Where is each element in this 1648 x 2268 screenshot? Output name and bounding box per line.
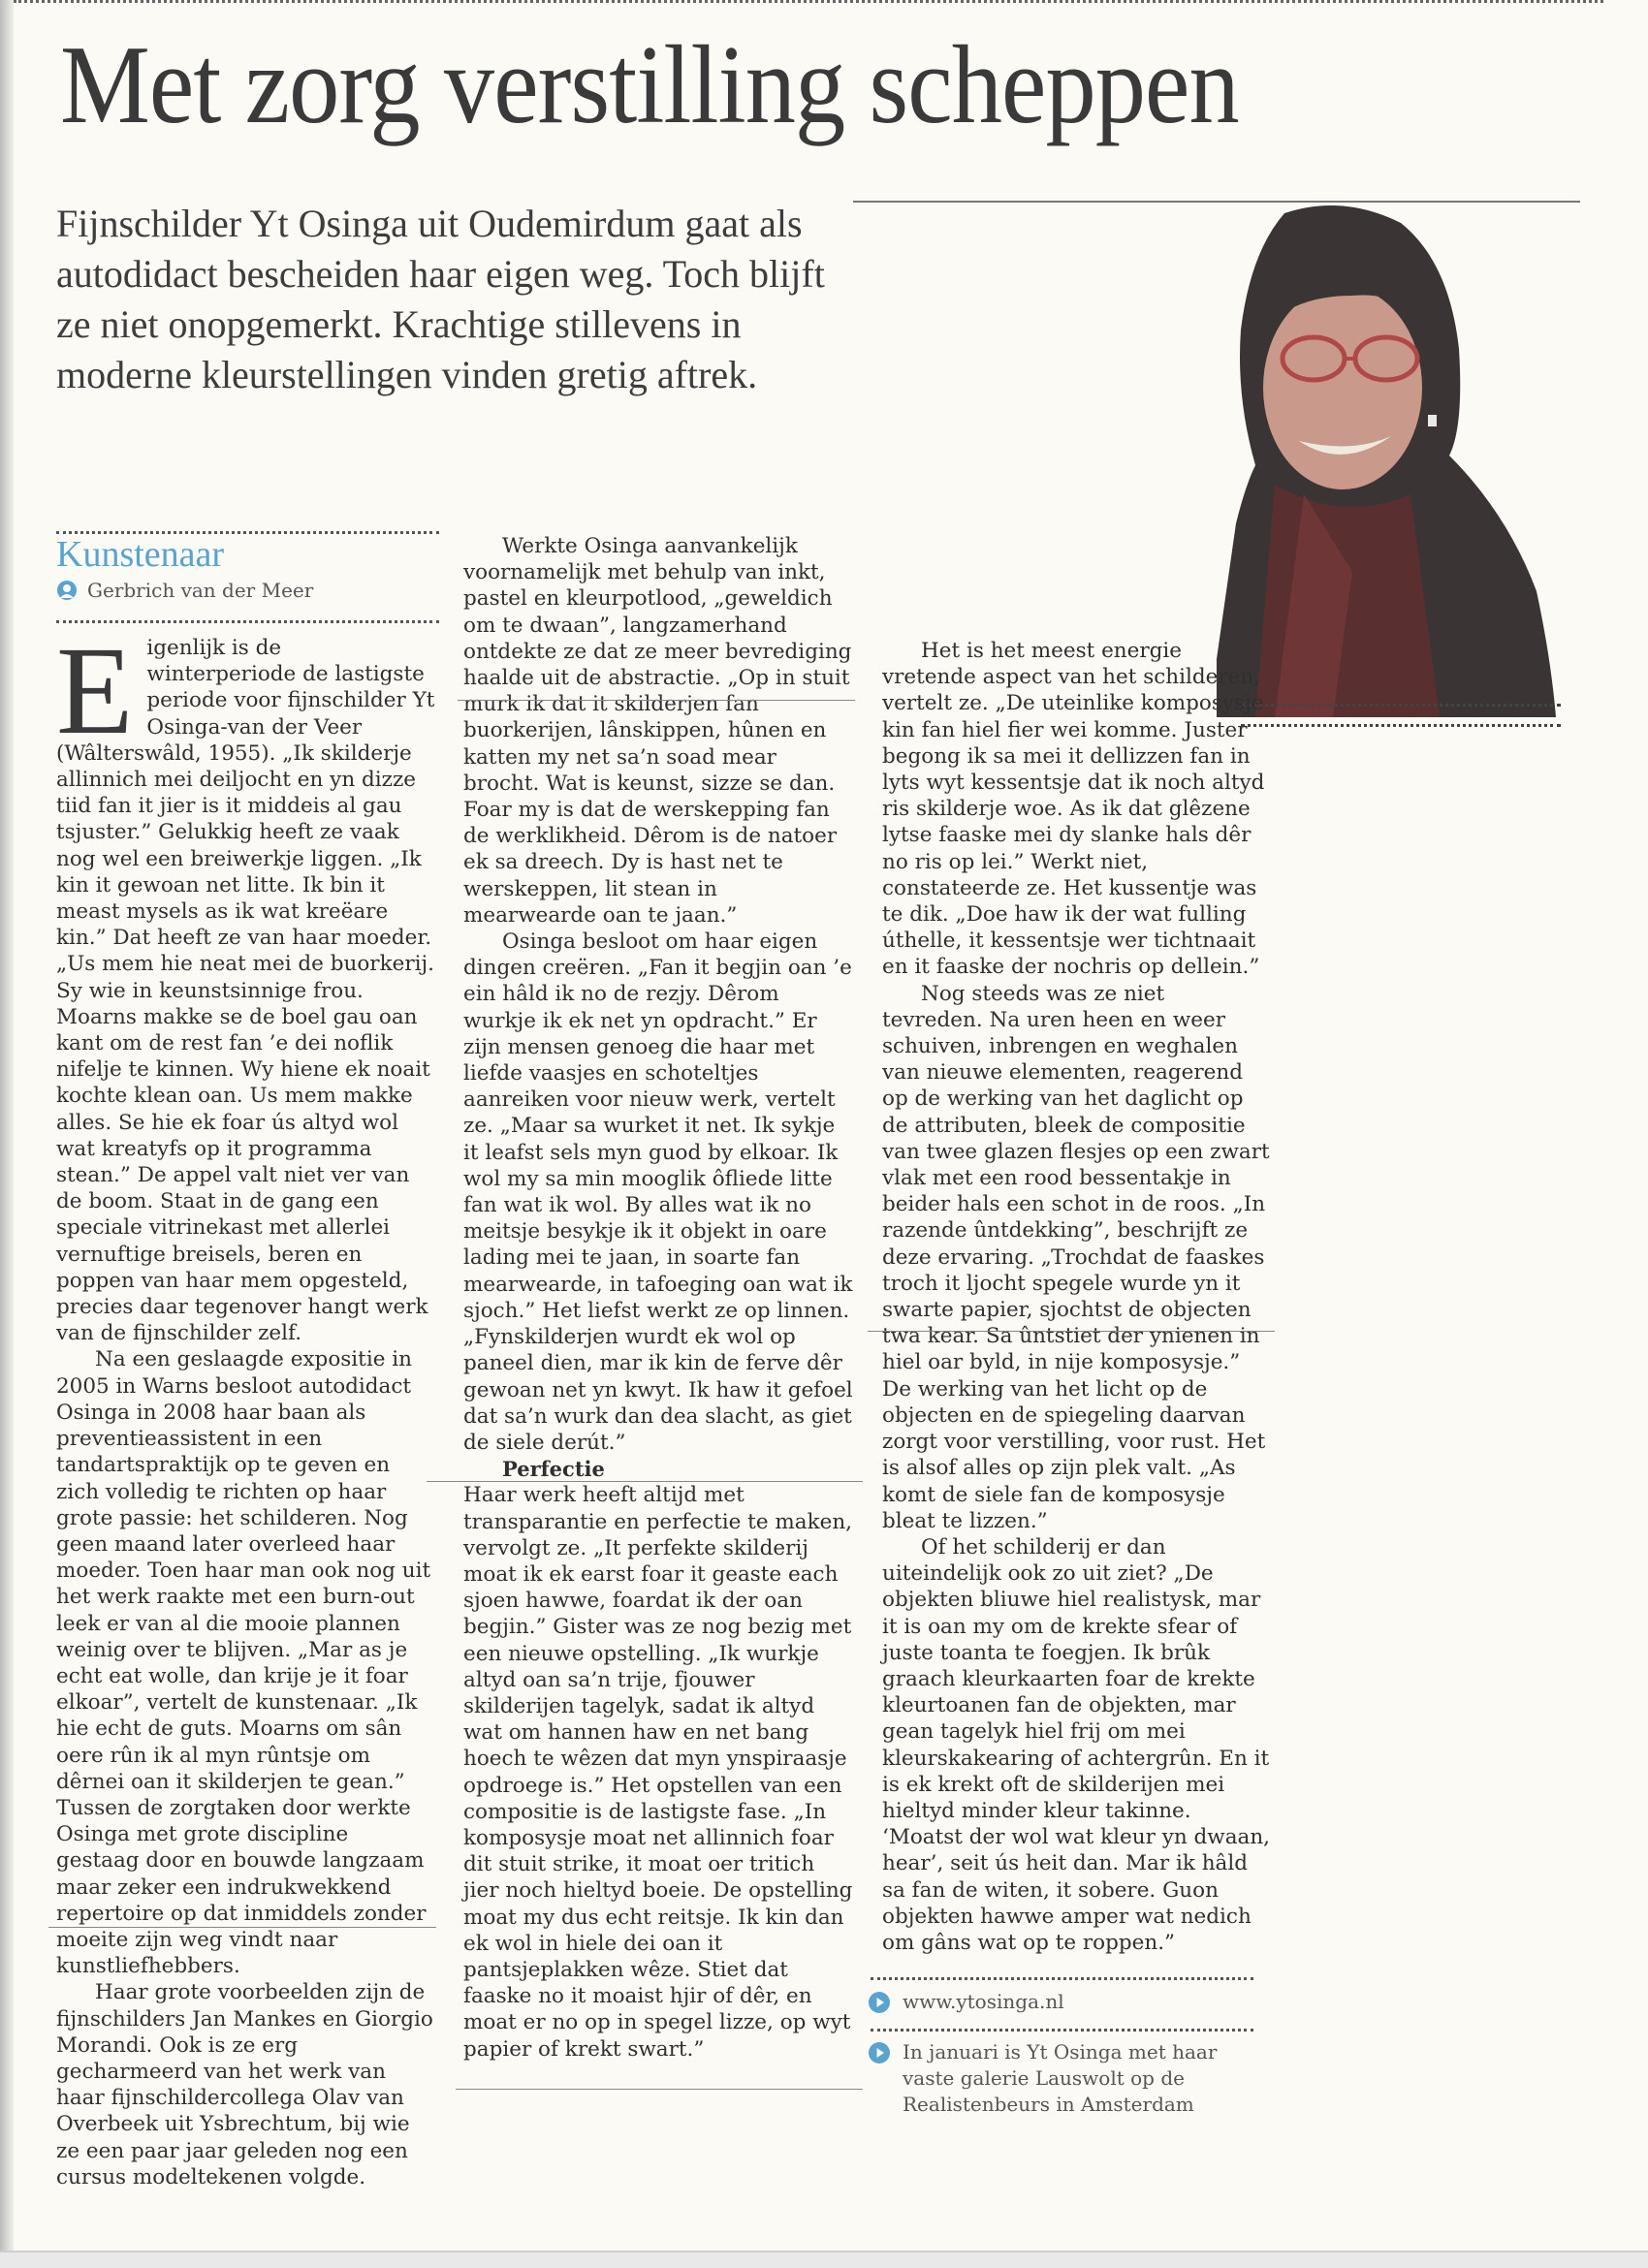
info-item-website [868, 1989, 1255, 2015]
headline: Met zorg verstilling scheppen [60, 23, 1239, 147]
website-link[interactable]: www.ytosinga.nl [903, 1990, 1064, 2013]
article-column-1 [56, 621, 436, 2190]
photo-dotted-border [1241, 704, 1561, 727]
paragraph: Osinga besloot om haar eigen dingen creëren. „Fan it begjin oan ’e ein hâld ik no de rezjy. Dêrom wurkje ik ek net yn opdracht.” Er zijn mensen genoeg die haar met liefde vaasjes en schoteltjes aanreiken voor nieuw werk, vertelt ze. „Maar sa wurket it net. Ik sykje it leafst sels myn guod by elkoar. Ik wol my sa min mooglik ôfliede litte fan wat ik wol. By alles wat ik no meitsje besykje ik it objekt in oare lading mei te jaan, in soarte fan mearwearde, in tafoeging oan wat ik sjoch.” Het liefst werkt ze op linnen. „Fynskilderjen wurdt ek wol op paneel dien, mar ik kin de ferve dêr gewoan net yn kwyt. Ik haw it gefoel dat sa’n wurk dan dea slacht, as giet de siele derút.” [463, 929, 853, 1455]
paragraph: Werkte Osinga aanvankelijk voornamelijk met behulp van inkt, pastel en kleurpotlood, „geweldich om te dwaan”, langzamerhand ontdekte ze dat ze meer bevrediging haalde uit de abstractie. „Op in stuit murk ik dat it skilderjen fan buorkerijen, lânskippen, hûnen en katten my net sa’n soad mear brocht. Wat is keunst, sizze se dan. Foar my is dat de werskepping fan de werklikheid. Dêrom is de natoer ek sa dreech. Dy is hast net te werskeppen, lit stean in mearwearde oan te jaan.” [463, 534, 852, 928]
dotted-rule [871, 2029, 1253, 2032]
exhibition-note: In januari is Yt Osinga met haar vaste galerie Lauswolt op de Realistenbeurs in Amsterdam [903, 2040, 1218, 2116]
paragraph: Haar grote voorbeelden zijn de fijnschilders Jan Mankes en Giorgio Morandi. Ook is ze erg gecharmeerd van het werk van haar fijnschildercollega Olav van Overbeek uit Ysbrechtum, bij wie ze een paar jaar geleden nog een cursus modeltekenen volgde. [56, 1980, 433, 2189]
paragraph: Eigenlijk is de winterperiode de lastigste periode voor fijnschilder Yt Osinga-van der Veer (Wâlterswâld, 1955). „Ik skilderje allinnich mei deiljocht en yn dizze tiid fan it jier is it middeis al gau tsjuster.” Gelukkig heeft ze vaak nog wel een breiwerkje liggen. „Ik kin it gewoan net litte. Ik bin it meast mysels as ik wat kreëare kin.” Dat heeft ze van haar moeder. „Us mem hie neat mei de buorkerij. Sy wie in keunstsinnige frou. Moarns makke se de boel gau oan kant om de rest fan ’e dei noflik nifelje te kinnen. Wy hiene ek noait kochte klean oan. Us mem makke alles. Se hie ek foar ús altyd wol wat kreatyfs op it programma stean.” De appel valt niet ver van de boom. Staat in de gang een speciale vitrinekast met allerlei vernuftige breisels, beren en poppen van haar mem opgesteld, precies daar tegenover hangt werk van de fijnschilder zelf. [56, 621, 435, 1346]
byline [56, 579, 313, 602]
clipping-seam [427, 1481, 863, 1482]
dotted-rule [871, 1977, 1253, 1980]
clipping-seam [48, 1927, 436, 1928]
article-column-3 [882, 638, 1270, 1956]
paragraph: Het is het meest energie vretende aspect van het schilderen, vertelt ze. „De uteinlike komposysje kin fan hiel fier wei komme. Juster begong ik sa mei it dellizzen fan in lyts wyt kessentsje dat ik noch altyd ris skilderje woe. As ik dat glêzene lytse faaske mei dy slanke hals dêr no ris op lei.” Werkt niet, constateerde ze. Het kussentje was te dik. „Doe haw ik der wat fulling úthelle, it kessentsje wer tichtnaait en it faaske der nochris op dellein.” [882, 639, 1265, 980]
play-circle-icon [868, 2041, 891, 2064]
section-label: Kunstenaar [56, 534, 225, 575]
author-icon [56, 580, 78, 601]
paragraph: Nog steeds was ze niet tevreden. Na uren heen en weer schuiven, inbrengen en weghalen van nieuwe elementen, reagerend op de werking van het daglicht op de attributen, bleek de compositie van twee glazen flesjes op een zwart vlak met een rood bessentakje in beider hals een schot in de roos. „In razende ûntdekking”, beschrijft ze deze ervaring. „Trochdat de faaskes troch it ljocht spegele wurde yn it swarte papier, sjochtst de objecten twa kear. Sa ûntstiet der ynienen in hiel oar byld, in nije komposysje.” De werking van het licht op de objecten en de spiegeling daarvan zorgt voor verstilling, voor rust. Het is alsof alles op zijn plek valt. „As komt de siele fan de komposysje bleat te lizzen.” [882, 981, 1270, 1533]
scan-edge [0, 0, 14, 2266]
paragraph: Of het schilderij er dan uiteindelijk ook zo uit ziet? „De objekten bliuwe hiel realistysk, mar it is oan my om de krekte sfear of juste toanta te foegjen. Ik brûk graach kleurkaarten foar de krekte kleurtoanen fan de objekten, mar gean tagelyk hiel frij om mei kleurskakearing of achtergrûn. En it is ek krekt oft de skilderijen mei hieltyd minder kleur takinne. ‘Moatst der wol wat kleur yn dwaan, hear’, seit ús heit dan. Mar ik hâld sa fan de witen, it sobere. Guon objekten hawwe amper wat nedich om gâns wat op te roppen.” [882, 1534, 1271, 1955]
paragraph: Na een geslaagde expositie in 2005 in Warns besloot autodidact Osinga in 2008 haar baan als preventieassistent in een tandartspraktijk op te geven en zich volledig te richten op haar grote passie: het schilderen. Nog geen maand later overleed haar moeder. Toen haar man ook nog uit het werk raakte met een burn-out leek er van al die mooie plannen weinig over te blijven. „Mar as je echt eat wolle, dan krije je it foar elkoar”, vertelt de kunstenaar. „Ik hie echt de guts. Moarns om sân oere rûn ik al myn rûntsje om dêrnei oan it skilderjen te gean.” Tussen de zorgtaken door werkte Osinga met grote discipline gestaag door en bouwde langzaam maar zeker een indrukwekkend repertoire op dat inmiddels zonder moeite zijn weg vindt naar kunstliefhebbers. [56, 1347, 431, 1979]
subheading: Perfectie [502, 1457, 605, 1482]
scan-bottom-edge [0, 2251, 1648, 2268]
drop-cap: E [56, 621, 134, 761]
intro-lede: Fijnschilder Yt Osinga uit Oudemirdum gaat als autodidact bescheiden haar eigen weg. Toch blijft ze niet onopgemerkt. Krachtige stillevens in moderne kleurstellingen vinden gretig aftrek. [56, 202, 825, 396]
article-column-2 [463, 533, 855, 2063]
clipping-seam [868, 1331, 1275, 1332]
clipping-seam [458, 700, 855, 701]
author-name: Gerbrich van der Meer [87, 579, 314, 602]
paragraph: Haar werk heeft altijd met transparantie en perfectie te maken, vervolgt ze. „It perfekte skilderij moat ik ek earst foar it geaste each sjoen hawwe, foardat ik der oan begjin.” Gister was ze nog bezig met een nieuwe opstelling. „Ik wurkje altyd oan sa’n trije, fjouwer skilderijen tagelyk, sadat ik altyd wat om hannen haw en net bang hoech te wêzen dat myn ynspiraasje opdroege is.” Het opstellen van een compositie is de lastigste fase. „In komposysje moat net allinnich foar dit stuit strike, it moat oer tritich jier noch hieltyd boeie. De opstelling moat my dus echt reitsje. Ik kin dan ek wol in hiele dei oan it pantsjeplakken wêze. Stiet dat faaske no it moaist hjir of dêr, en moat er no op in spegel lizze, op wyt papier of krekt swart.” [463, 1483, 853, 2062]
play-circle-icon [868, 1991, 891, 2014]
info-item-exhibition [868, 2039, 1255, 2118]
clipping-seam [456, 2089, 863, 2090]
header-rule [853, 201, 1580, 203]
top-dotted-rule [14, 0, 1603, 7]
